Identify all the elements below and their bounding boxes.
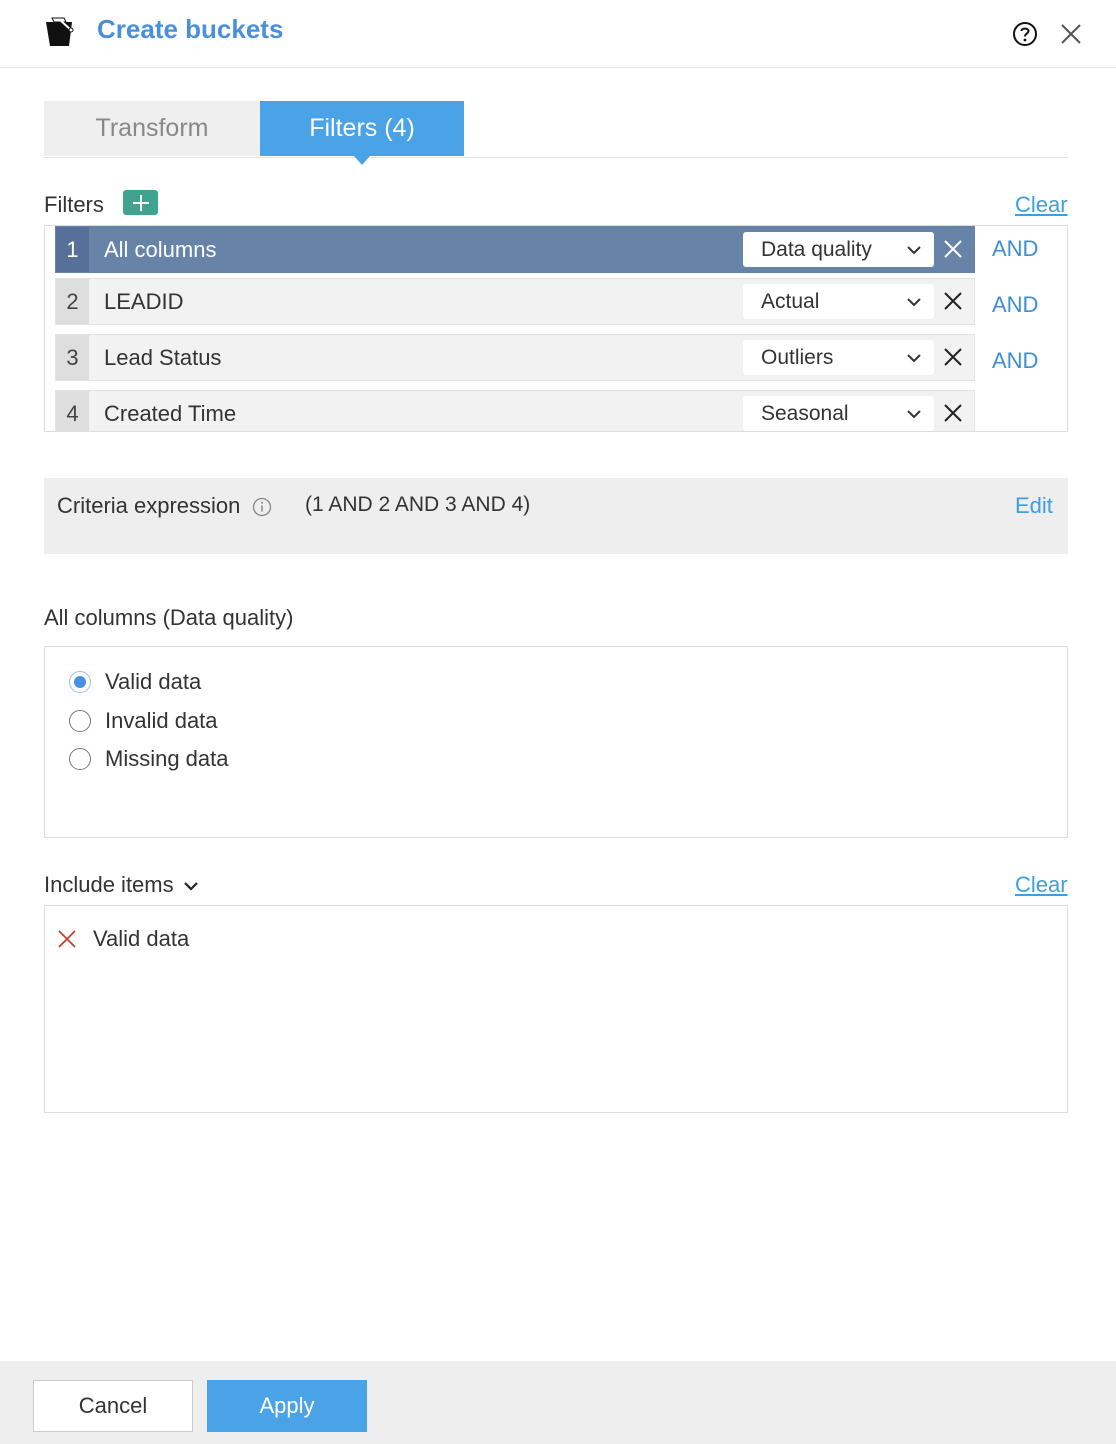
filter-row-column: Lead Status [104, 344, 222, 370]
dialog-footer [0, 1361, 1116, 1444]
remove-filter-icon[interactable] [941, 401, 965, 425]
quality-section-title: All columns (Data quality) [44, 605, 294, 630]
and-connector[interactable]: AND [992, 236, 1039, 261]
filter-row-number: 2 [56, 279, 89, 324]
filter-row[interactable] [55, 278, 975, 325]
radio-label: Invalid data [105, 708, 218, 733]
filter-row-number: 4 [56, 391, 89, 432]
filter-type-select[interactable] [743, 232, 934, 267]
include-items-list [44, 905, 1068, 1113]
filter-row-column: LEADID [104, 288, 184, 314]
add-filter-button[interactable] [123, 190, 158, 215]
clear-filters-link[interactable]: Clear [1015, 192, 1068, 217]
cancel-button[interactable]: Cancel [33, 1380, 193, 1432]
radio-option-invalid[interactable] [69, 706, 218, 736]
filter-row-number: 1 [56, 227, 89, 272]
filter-row-number: 3 [56, 335, 89, 380]
radio-option-valid[interactable] [69, 667, 201, 697]
remove-item-icon[interactable] [56, 928, 78, 950]
and-connector[interactable]: AND [992, 292, 1039, 317]
list-item [56, 924, 189, 954]
filter-row[interactable] [55, 334, 975, 381]
filter-type-value: Seasonal [761, 401, 849, 425]
filter-type-select[interactable] [743, 396, 934, 431]
criteria-expression: (1 AND 2 AND 3 AND 4) [305, 493, 531, 516]
filter-row[interactable] [55, 226, 975, 273]
tab-filters[interactable] [260, 101, 464, 156]
remove-filter-icon[interactable] [941, 289, 965, 313]
tab-transform[interactable] [44, 101, 260, 156]
help-icon[interactable] [1012, 21, 1038, 47]
and-connector[interactable]: AND [992, 348, 1039, 373]
chevron-down-icon [906, 294, 922, 310]
tab-filters-label: Filters (4) [309, 114, 415, 142]
filter-type-select[interactable] [743, 340, 934, 375]
criteria-label: Criteria expression [57, 493, 241, 518]
tab-transform-label: Transform [95, 114, 209, 142]
radio-label: Missing data [105, 746, 229, 771]
include-item-label: Valid data [93, 926, 190, 951]
dialog-header [0, 0, 1116, 68]
plus-icon [132, 194, 150, 212]
close-icon[interactable] [1059, 22, 1083, 46]
chevron-down-icon [906, 350, 922, 366]
remove-filter-icon[interactable] [941, 345, 965, 369]
filter-type-value: Outliers [761, 345, 834, 369]
edit-criteria-link[interactable]: Edit [1015, 493, 1053, 518]
radio-button[interactable] [69, 710, 91, 732]
radio-button[interactable] [69, 748, 91, 770]
clear-include-link[interactable]: Clear [1015, 872, 1068, 897]
remove-filter-icon[interactable] [941, 237, 965, 261]
radio-label: Valid data [105, 669, 202, 694]
include-items-label[interactable]: Include items [44, 872, 174, 897]
filter-row[interactable] [55, 390, 975, 432]
apply-button[interactable]: Apply [207, 1380, 367, 1432]
chevron-down-icon[interactable] [183, 878, 199, 894]
chevron-down-icon [906, 242, 922, 258]
filter-type-value: Data quality [761, 237, 872, 261]
filter-type-select[interactable] [743, 284, 934, 319]
chevron-down-icon [906, 406, 922, 422]
filter-row-column: Created Time [104, 400, 237, 426]
tab-bar [44, 101, 1068, 158]
filter-type-value: Actual [761, 289, 820, 313]
filter-row-column: All columns [104, 236, 217, 262]
radio-button[interactable] [69, 671, 91, 693]
info-icon[interactable] [252, 497, 272, 517]
radio-option-missing[interactable] [69, 744, 229, 774]
active-tab-caret [354, 156, 370, 165]
quality-options-panel [44, 646, 1068, 838]
bucket-icon [44, 16, 76, 48]
filters-list [44, 225, 1068, 432]
dialog-title: Create buckets [97, 14, 284, 44]
filters-label: Filters [44, 192, 104, 217]
criteria-panel [44, 478, 1068, 554]
